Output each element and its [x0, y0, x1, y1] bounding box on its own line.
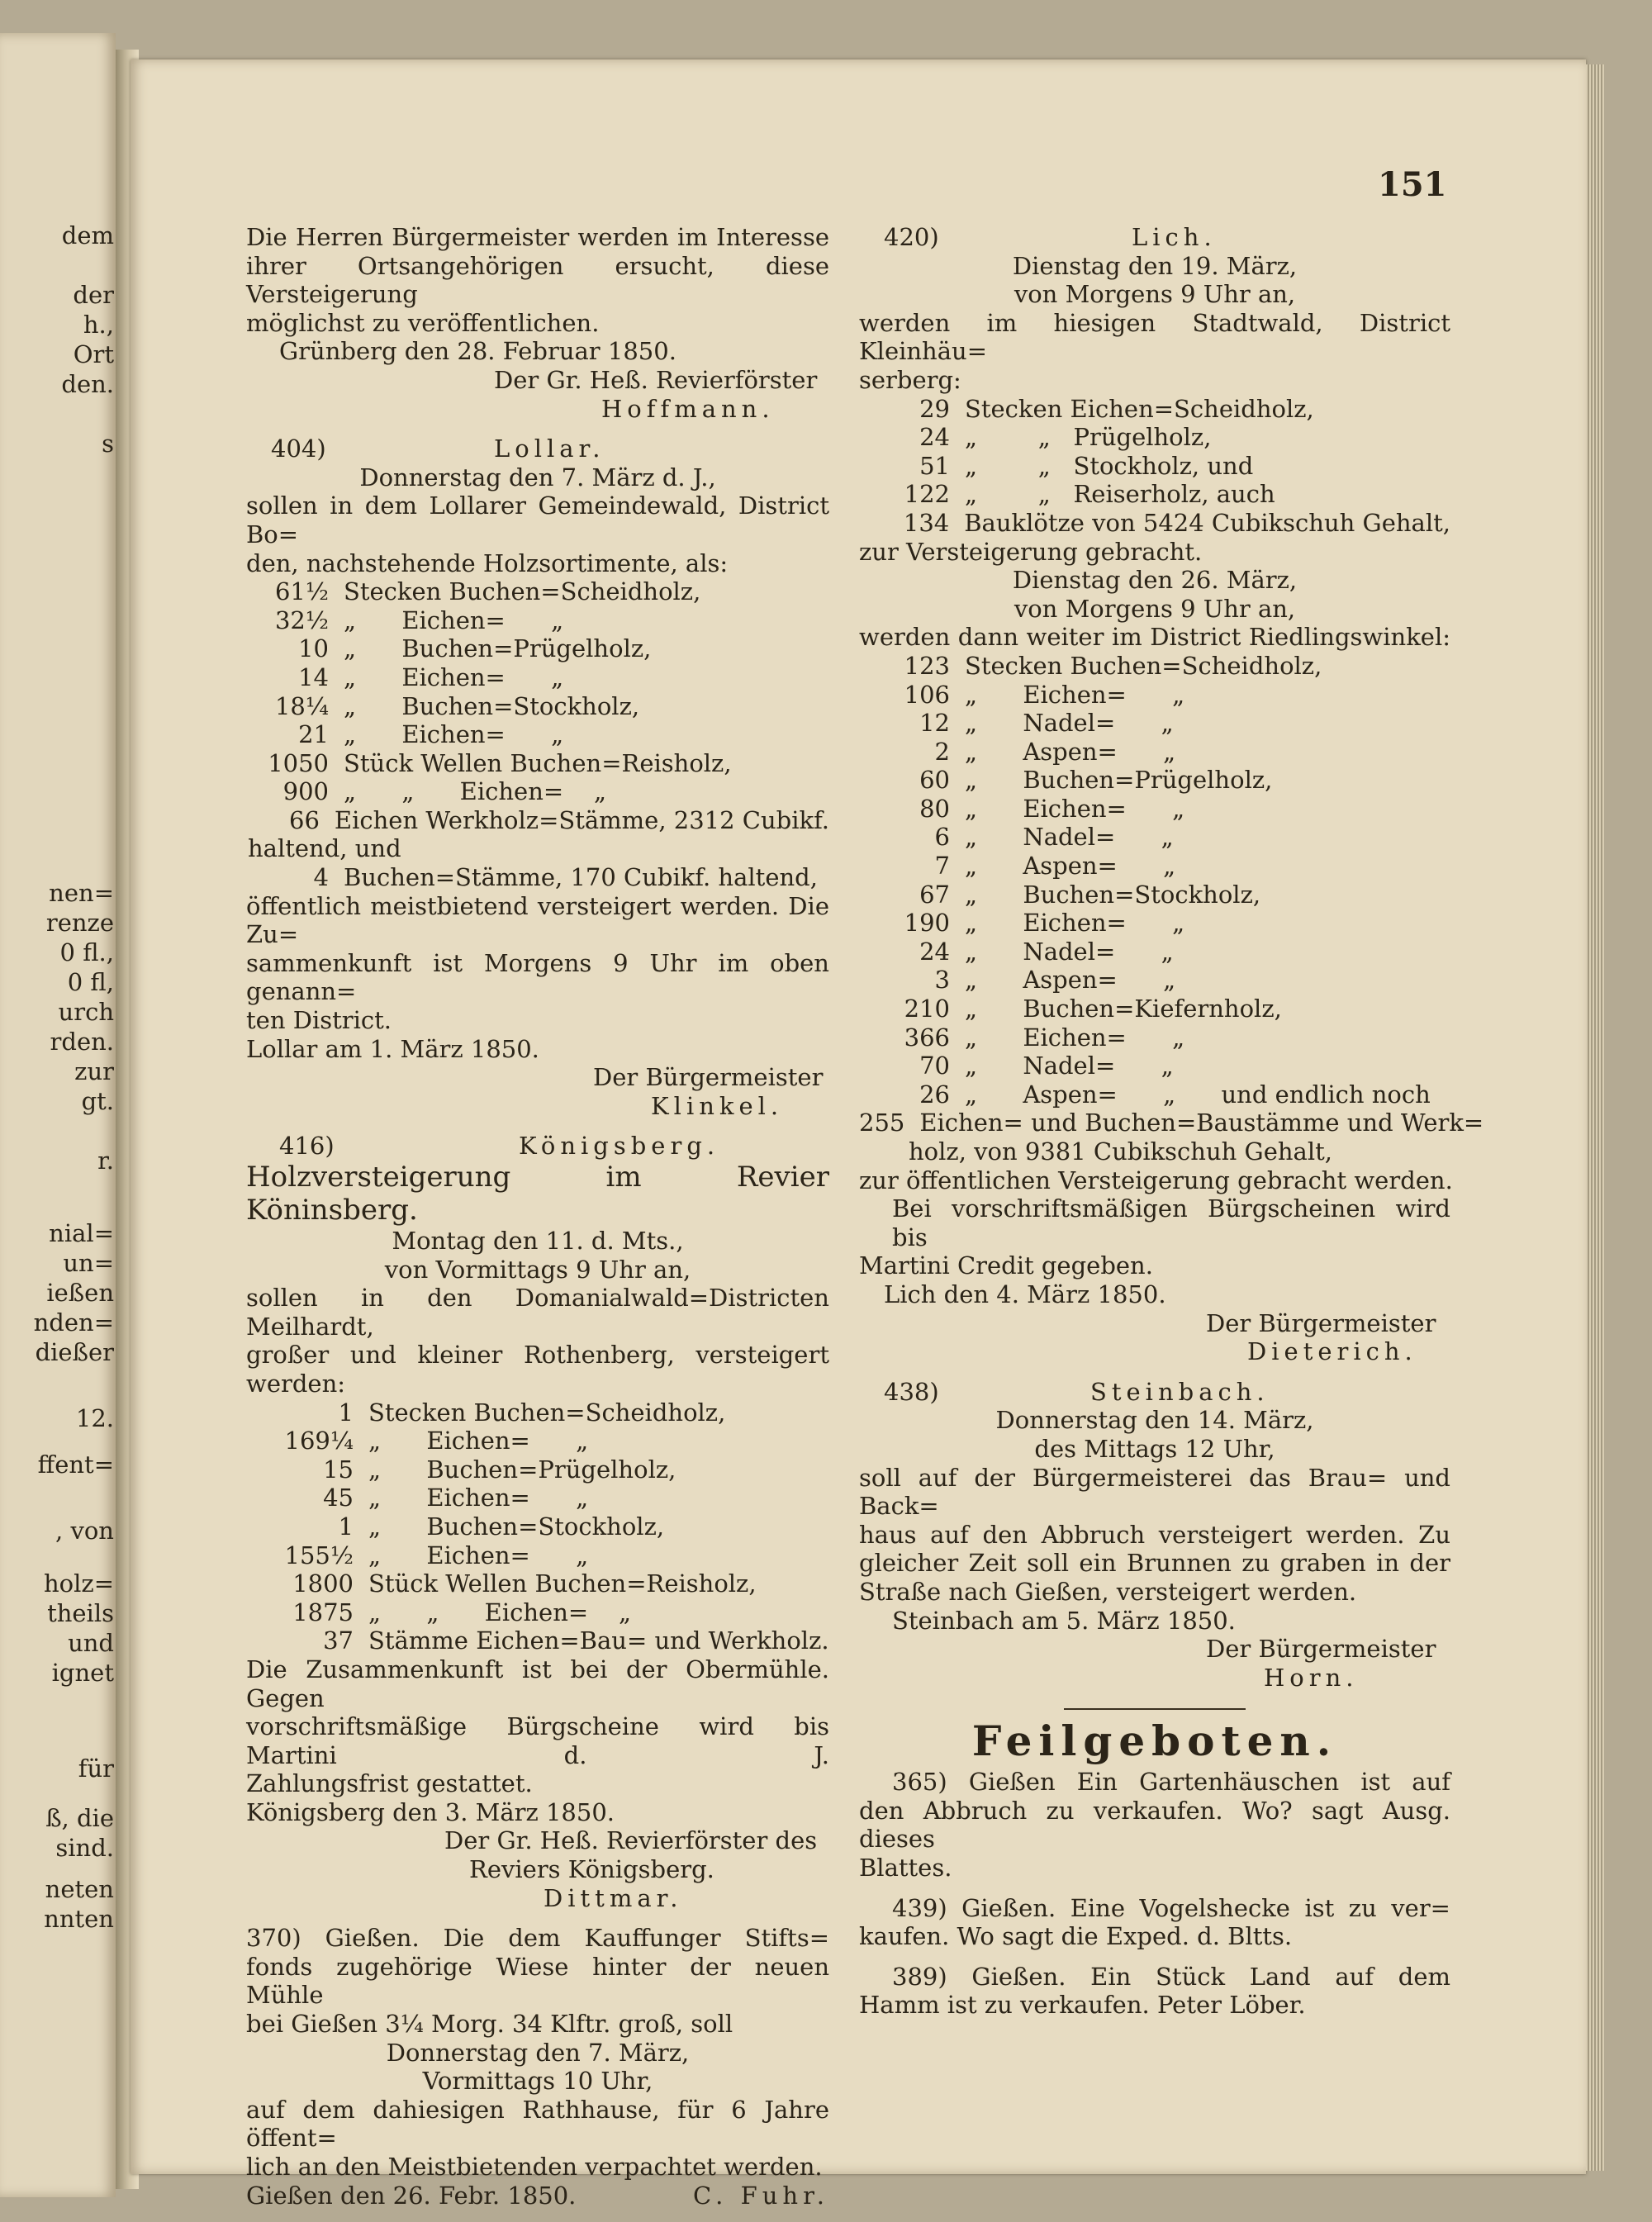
item-qty: 169¼ — [284, 1427, 354, 1455]
item-desc: Stecken Eichen=Scheidholz, — [965, 394, 1314, 423]
item-qty: 210 — [904, 995, 950, 1023]
page-number: 151 — [1378, 165, 1447, 204]
item-qty: 1800 — [292, 1569, 354, 1598]
facing-page-fragment: und — [68, 1629, 114, 1657]
item-qty: 29 — [919, 394, 950, 423]
item-qty: 32½ — [274, 605, 329, 634]
item-row — [859, 509, 1450, 538]
facing-page-fragment: r. — [97, 1147, 114, 1175]
item-desc: „ Eichen= „ — [368, 1484, 589, 1512]
facing-page-fragment: nial= — [49, 1219, 114, 1247]
item-list — [859, 651, 1484, 1137]
notice-heading — [246, 1132, 829, 1161]
item-qty: 1875 — [292, 1598, 354, 1626]
item-qty: 3 — [934, 966, 950, 995]
item-row — [859, 681, 1450, 710]
facing-page-fragment: gt. — [81, 1087, 114, 1115]
item-qty: 6 — [934, 823, 950, 852]
notice-number: 404) — [271, 434, 326, 463]
item-desc: „ Nadel= „ — [965, 937, 1174, 966]
item-qty: 1 — [338, 1398, 354, 1427]
notice-gruenberg — [246, 223, 829, 423]
time-line: des Mittags 12 Uhr, — [1034, 1434, 1275, 1463]
text-line: kaufen. Wo sagt die Exped. d. Bltts. — [859, 1922, 1293, 1951]
item-row — [246, 777, 829, 806]
item-desc: Buchen=Stämme, 170 Cubikf. haltend, — [344, 863, 818, 892]
item-row — [246, 1427, 829, 1455]
item-desc: „ „ Reiserholz, auch — [965, 480, 1275, 509]
item-row — [859, 452, 1450, 481]
item-desc: „ „ Stockholz, und — [965, 451, 1254, 480]
signature-title: Der Gr. Heß. Revierförster — [494, 365, 818, 394]
item-desc: „ Buchen=Kiefernholz, — [965, 995, 1282, 1023]
item-qty: 155½ — [284, 1541, 354, 1569]
item-qty: 190 — [904, 909, 950, 938]
facing-page-fragment: , von — [55, 1517, 114, 1545]
item-desc: „ Aspen= „ — [965, 737, 1176, 766]
notice-heading — [246, 434, 829, 463]
item-row — [246, 1398, 829, 1427]
item-qty: 15 — [323, 1455, 354, 1484]
facing-page-fragment: holz= — [44, 1569, 114, 1598]
notice-lich — [859, 223, 1484, 1366]
item-row — [859, 995, 1450, 1023]
text-line: ten District. — [246, 1006, 392, 1035]
item-row — [246, 749, 829, 778]
date-line: Dienstag den 26. März, — [1012, 566, 1298, 595]
text-line: haus auf den Abbruch versteigert werden. Zu — [859, 1520, 1450, 1549]
text-line: öffentlich meistbietend versteigert werden. Die Zu= — [246, 891, 829, 949]
item-list — [246, 1398, 829, 1655]
item-row — [246, 634, 829, 663]
item-qty: 51 — [919, 451, 950, 480]
item-desc: „ Aspen= „ — [965, 852, 1176, 881]
item-row — [246, 663, 829, 692]
text-line: sammenkunft ist Morgens 9 Uhr im oben genann= — [246, 948, 829, 1006]
item-desc: „ Eichen= „ — [344, 662, 564, 691]
date-line: Gießen den 26. Febr. 1850. — [246, 2181, 577, 2210]
notice-place: Lich. — [1132, 223, 1217, 251]
item-desc: „ „ Prügelholz, — [965, 423, 1212, 452]
ad-365 — [859, 1768, 1450, 1882]
text-line: 365) Gießen Ein Gartenhäuschen ist auf — [892, 1768, 1450, 1797]
item-list — [859, 395, 1450, 538]
item-qty: 7 — [934, 852, 950, 881]
item-desc: „ Eichen= „ — [965, 1023, 1185, 1052]
facing-page-fragment: 0 fl, — [67, 968, 114, 996]
item-row — [859, 1052, 1450, 1080]
text-line: holz, von 9381 Cubikschuh Gehalt, — [909, 1137, 1332, 1166]
text-line: Bei vorschriftsmäßigen Bürgscheinen wird bis — [892, 1194, 1450, 1251]
date-line: Montag den 11. d. Mts., — [392, 1227, 684, 1255]
item-qty: 61½ — [274, 577, 329, 606]
page-edge-right — [1586, 64, 1604, 2171]
item-qty: 24 — [919, 423, 950, 452]
text-line: bei Gießen 3¼ Morg. 34 Klftr. groß, soll — [246, 2010, 733, 2039]
item-row — [859, 480, 1450, 509]
item-row — [246, 692, 829, 721]
facing-page-fragment: un= — [63, 1249, 114, 1277]
text-line: möglichst zu veröffentlichen. — [246, 308, 600, 337]
signature-title: Der Gr. Heß. Revierförster des — [444, 1826, 818, 1855]
facing-page-fragment: nnten — [44, 1905, 114, 1933]
notice-number: 416) — [279, 1132, 335, 1161]
item-row — [859, 766, 1450, 795]
facing-page-fragment: 12. — [75, 1404, 114, 1432]
item-row — [859, 938, 1450, 966]
facing-page-fragment: 0 fl., — [59, 938, 114, 966]
item-row — [859, 652, 1450, 681]
item-desc: „ Eichen= „ — [965, 680, 1185, 709]
signature-title: Reviers Königsberg. — [469, 1855, 714, 1884]
text-line: 439) Gießen. Eine Vogelshecke ist zu ver= — [892, 1893, 1450, 1922]
facing-page-fragment: sind. — [55, 1834, 114, 1862]
item-qty: 900 — [282, 777, 329, 806]
text-line: zur Versteigerung gebracht. — [859, 537, 1203, 566]
time-line: von Morgens 9 Uhr an, — [1014, 280, 1296, 309]
notice-place: Lollar. — [494, 434, 605, 463]
item-qty: 1 — [338, 1512, 354, 1541]
text-line: 370) Gießen. Die dem Kauffunger Stifts= — [246, 1924, 829, 1953]
item-desc: Bauklötze von 5424 Cubikschuh Gehalt, — [964, 508, 1450, 537]
facing-page-fragment: ignet — [51, 1659, 114, 1687]
signature-name: Klinkel. — [651, 1091, 784, 1120]
item-desc: Eichen Werkholz=Stämme, 2312 Cubikf. — [334, 805, 829, 834]
notice-koenigsberg — [246, 1132, 829, 1912]
date-line: Donnerstag den 7. März d. J., — [359, 463, 716, 491]
facing-page-fragment: den. — [61, 370, 114, 398]
text-line: vorschriftsmäßige Bürgscheine wird bis Martini d. J. — [246, 1712, 829, 1769]
item-row — [246, 720, 829, 749]
item-desc: „ Nadel= „ — [965, 709, 1174, 738]
item-row — [859, 1080, 1450, 1109]
text-line: Martini Credit gegeben. — [859, 1251, 1153, 1280]
item-desc: „ Aspen= „ und endlich noch — [965, 1080, 1431, 1109]
time-line: von Vormittags 9 Uhr an, — [384, 1255, 691, 1284]
text-line: gleicher Zeit soll ein Brunnen zu graben in der — [859, 1549, 1450, 1578]
item-qty: 26 — [919, 1080, 950, 1109]
text-line: Zahlungsfrist gestattet. — [246, 1769, 533, 1798]
date-line: Königsberg den 3. März 1850. — [246, 1797, 615, 1826]
item-desc: „ Buchen=Prügelholz, — [344, 634, 652, 663]
item-row — [859, 395, 1450, 424]
item-row — [246, 1598, 829, 1627]
item-desc: Stämme Eichen=Bau= und Werkholz. — [368, 1626, 829, 1655]
notice-lollar — [246, 434, 829, 1120]
notice-heading — [859, 1378, 1450, 1407]
text-line: werden dann weiter im District Riedlingswinkel: — [859, 623, 1450, 652]
time-line: von Morgens 9 Uhr an, — [1014, 594, 1296, 623]
signature-title: Der Bürgermeister — [1206, 1635, 1436, 1664]
item-qty: 4 — [313, 863, 329, 892]
item-desc: „ Nadel= „ — [965, 823, 1174, 852]
item-desc: „ Nadel= „ — [965, 1052, 1174, 1080]
notice-giessen-370 — [246, 1924, 829, 2210]
item-row — [246, 806, 829, 835]
facing-page-fragment: für — [78, 1754, 114, 1783]
notice-heading — [859, 223, 1450, 252]
facing-page-fragment: nden= — [33, 1308, 114, 1337]
item-desc: „ Buchen=Stockholz, — [344, 691, 640, 720]
text-line: soll auf der Bürgermeisterei das Brau= und Back= — [859, 1463, 1450, 1521]
item-qty: 255 — [859, 1109, 905, 1137]
notice-number: 420) — [884, 223, 939, 251]
item-desc: „ Aspen= „ — [965, 966, 1176, 995]
facing-page-fragment: urch — [58, 998, 114, 1026]
column-right — [859, 223, 1484, 2020]
item-qty: 37 — [323, 1626, 354, 1655]
date-line: Dienstag den 19. März, — [1012, 251, 1298, 280]
item-qty: 2 — [934, 737, 950, 766]
item-row — [859, 738, 1450, 767]
signature-name: Dittmar. — [544, 1883, 683, 1912]
item-row — [246, 1569, 829, 1598]
facing-page-fragment: s — [102, 430, 114, 458]
item-desc: „ Eichen= „ — [344, 720, 564, 749]
item-row — [246, 1455, 829, 1484]
facing-page-fragment: nen= — [49, 879, 114, 907]
item-qty: 66 — [289, 805, 320, 834]
item-desc: Stecken Buchen=Scheidholz, — [344, 577, 701, 606]
item-row — [246, 1541, 829, 1570]
text-line: Blattes. — [859, 1854, 952, 1883]
item-desc: Stück Wellen Buchen=Reisholz, — [344, 748, 732, 777]
date-line: Steinbach am 5. März 1850. — [892, 1606, 1236, 1635]
item-row — [859, 966, 1450, 995]
item-desc: „ „ Eichen= „ — [368, 1598, 632, 1626]
facing-page-fragment: Ort — [73, 340, 114, 368]
item-row — [859, 909, 1450, 938]
item-desc: „ Buchen=Prügelholz, — [965, 766, 1273, 795]
item-desc: Stecken Buchen=Scheidholz, — [368, 1398, 726, 1427]
ad-439 — [859, 1894, 1450, 1951]
signature-name: Horn. — [1264, 1663, 1359, 1692]
date-line: Donnerstag den 14. März, — [995, 1406, 1314, 1435]
notice-place: Königsberg. — [519, 1132, 720, 1161]
text-line: 389) Gießen. Ein Stück Land auf dem — [892, 1962, 1450, 1991]
date-line: Lich den 4. März 1850. — [884, 1280, 1166, 1308]
item-qty: 21 — [298, 720, 329, 749]
text-line: zur öffentlichen Versteigerung gebracht werden. — [859, 1166, 1453, 1194]
text-line: Die Zusammenkunft ist bei der Obermühle. Gegen — [246, 1655, 829, 1712]
item-qty: 67 — [919, 880, 950, 909]
item-desc: „ Eichen= „ — [965, 794, 1185, 823]
time-line: Vormittags 10 Uhr, — [422, 2067, 653, 2096]
item-row — [246, 577, 829, 606]
facing-page-fragment: ß, die — [45, 1804, 114, 1832]
section-heading-feilgeboten: Feilgeboten. — [971, 1716, 1338, 1766]
signature-name: Hoffmann. — [601, 394, 775, 423]
facing-page-fragment: theils — [47, 1599, 114, 1627]
item-row — [859, 1109, 1484, 1137]
facing-page-fragment: zur — [74, 1057, 114, 1085]
text-line: Hamm ist zu verkaufen. Peter Löber. — [859, 1991, 1306, 2020]
text-line: Die Herren Bürgermeister werden im Interesse — [246, 223, 829, 251]
item-qty: 18¼ — [274, 691, 329, 720]
facing-page-fragment: h., — [83, 311, 114, 339]
text-line: auf dem dahiesigen Rathhause, für 6 Jahre öffent= — [246, 2095, 829, 2153]
item-desc: Eichen= und Buchen=Baustämme und Werk= — [919, 1109, 1484, 1137]
notice-place: Steinbach. — [1090, 1377, 1270, 1406]
text-line: Straße nach Gießen, versteigert werden. — [859, 1577, 1357, 1606]
text-line: großer und kleiner Rothenberg, versteigert werden: — [246, 1341, 829, 1398]
item-row — [246, 1484, 829, 1512]
column-left — [246, 223, 829, 2210]
facing-page-fragment: der — [73, 281, 114, 309]
item-desc: „ Eichen= „ — [368, 1427, 589, 1455]
item-desc: „ „ Eichen= „ — [344, 777, 607, 806]
notice-steinbach — [859, 1378, 1450, 1693]
facing-page-fragment: dem — [61, 221, 114, 249]
facing-page-fragment: ießen — [46, 1279, 114, 1307]
section-divider — [1064, 1708, 1246, 1710]
item-qty: 45 — [323, 1484, 354, 1512]
item-desc: „ Eichen= „ — [965, 909, 1185, 938]
text-line: werden im hiesigen Stadtwald, District Kleinhäu= — [859, 308, 1450, 366]
left-page-edge — [0, 33, 116, 2197]
date-line: Lollar am 1. März 1850. — [246, 1034, 539, 1063]
text-line: den, nachstehende Holzsortimente, als: — [246, 548, 729, 577]
signature-title: Der Bürgermeister — [593, 1063, 824, 1092]
signature-name: Dieterich. — [1247, 1337, 1417, 1366]
item-desc: „ Buchen=Stockholz, — [368, 1512, 665, 1541]
item-row — [859, 423, 1450, 452]
ad-389 — [859, 1963, 1450, 2020]
item-row — [859, 823, 1450, 852]
item-desc: „ Buchen=Stockholz, — [965, 880, 1261, 909]
text-line: fonds zugehörige Wiese hinter der neuen Mühle — [246, 1952, 829, 2010]
item-qty: 122 — [904, 480, 950, 509]
date-line: Grünberg den 28. Februar 1850. — [279, 337, 676, 366]
item-qty: 60 — [919, 766, 950, 795]
item-row — [859, 795, 1450, 824]
signature-title: Der Bürgermeister — [1206, 1308, 1436, 1337]
text-line: haltend, und — [248, 834, 401, 863]
signature-name: C. Fuhr. — [693, 2181, 829, 2210]
item-row — [246, 1512, 829, 1541]
date-line: Donnerstag den 7. März, — [386, 2038, 690, 2067]
text-line: serberg: — [859, 365, 961, 394]
item-qty: 1050 — [268, 748, 329, 777]
date-signature-row — [246, 2182, 829, 2210]
item-row — [246, 863, 829, 892]
item-desc: „ Eichen= „ — [368, 1541, 589, 1569]
text-line: den Abbruch zu verkaufen. Wo? sagt Ausg. dieses — [859, 1796, 1450, 1854]
item-qty: 12 — [919, 709, 950, 738]
item-qty: 24 — [919, 937, 950, 966]
item-row — [246, 1626, 829, 1655]
item-qty: 123 — [904, 651, 950, 680]
item-desc: „ Buchen=Prügelholz, — [368, 1455, 676, 1484]
text-line: sollen in dem Lollarer Gemeindewald, District Bo= — [246, 491, 829, 548]
facing-page-fragment: rden. — [50, 1028, 114, 1056]
item-qty: 14 — [298, 662, 329, 691]
text-line: lich an den Meistbietenden verpachtet werden. — [246, 2153, 823, 2181]
item-row — [859, 852, 1450, 881]
item-qty: 134 — [903, 508, 950, 537]
item-row — [859, 881, 1450, 909]
facing-page-fragment: renze — [45, 909, 114, 937]
item-qty: 70 — [919, 1052, 950, 1080]
text-line: ihrer Ortsangehörigen ersucht, diese Versteigerung — [246, 251, 829, 309]
item-desc: Stück Wellen Buchen=Reisholz, — [368, 1569, 757, 1598]
item-qty: 366 — [904, 1023, 950, 1052]
item-list — [246, 577, 829, 834]
facing-page-fragment: dießer — [35, 1338, 114, 1366]
notice-headline: Holzversteigerung im Revier Köninsberg. — [246, 1161, 829, 1227]
item-row — [859, 709, 1450, 738]
item-desc: „ Eichen= „ — [344, 605, 564, 634]
facing-page-fragment: neten — [45, 1875, 114, 1903]
notice-number: 438) — [884, 1377, 939, 1406]
text-line: sollen in den Domanialwald=Districten Meilhardt, — [246, 1284, 829, 1341]
item-qty: 10 — [298, 634, 329, 663]
item-desc: Stecken Buchen=Scheidholz, — [965, 651, 1322, 680]
item-qty: 80 — [919, 794, 950, 823]
item-row — [859, 1023, 1450, 1052]
item-qty: 106 — [904, 680, 950, 709]
facing-page-fragment: ffent= — [37, 1450, 114, 1479]
item-row — [246, 606, 829, 635]
